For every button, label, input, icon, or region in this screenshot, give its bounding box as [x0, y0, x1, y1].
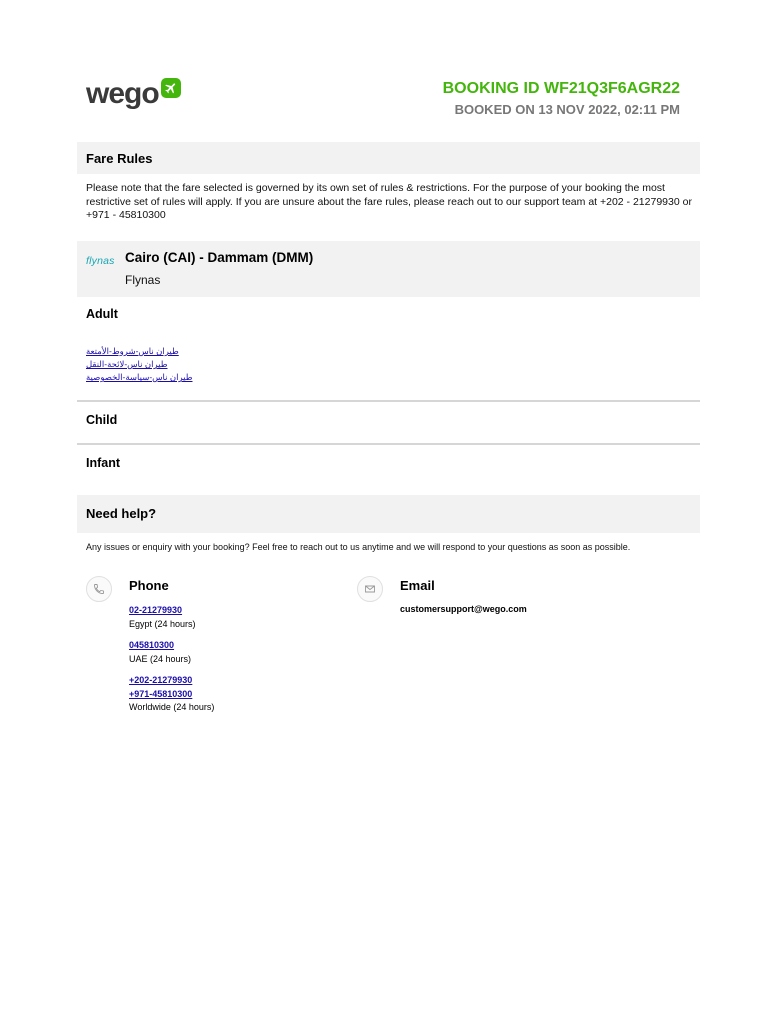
fare-rules-header — [77, 142, 700, 174]
airplane-icon — [161, 78, 181, 98]
phone-link[interactable]: 02-21279930 — [129, 605, 183, 615]
phone-link[interactable]: +202-21279930 — [129, 675, 193, 685]
baggage-rules-link[interactable]: طيران ناس-شروط-الأمتعة — [86, 346, 179, 356]
child-label: Child — [86, 413, 118, 427]
phone-group-egypt — [129, 604, 214, 631]
booking-id: BOOKING ID WF21Q3F6AGR22 — [442, 80, 680, 97]
phone-group-worldwide — [129, 674, 214, 715]
booked-on-date: BOOKED ON 13 NOV 2022, 02:11 PM — [454, 102, 680, 117]
fare-rules-notice: Please note that the fare selected is governed by its own set of rules & restrictions. For the purpose of your booking the most restrictive set of rules will apply. If you are unsure about the fare rules, please reach out to our support team at +202 - 21279930 or +971 - 45810300 — [86, 182, 692, 221]
phone-group-uae — [129, 639, 214, 666]
phone-link[interactable]: 045810300 — [129, 640, 175, 650]
phone-icon — [86, 576, 112, 602]
adult-label: Adult — [86, 307, 118, 321]
phone-caption: Worldwide (24 hours) — [129, 702, 215, 712]
phone-caption: Egypt (24 hours) — [129, 618, 196, 629]
help-header — [77, 495, 700, 533]
route-title: Cairo (CAI) - Dammam (DMM) — [125, 250, 314, 265]
phone-title: Phone — [129, 578, 169, 593]
phone-caption: UAE (24 hours) — [129, 653, 192, 664]
fare-rules-title: Fare Rules — [86, 151, 153, 166]
route-header — [77, 241, 700, 297]
email-icon — [357, 576, 383, 602]
phone-link[interactable]: +971-45810300 — [129, 688, 193, 699]
privacy-policy-link[interactable]: طيران ناس-سياسة-الخصوصية — [86, 372, 193, 382]
phone-list — [129, 604, 214, 723]
section-divider — [77, 443, 700, 445]
carriage-rules-link[interactable]: طيران ناس-لائحة-النقل — [86, 359, 168, 369]
email-title: Email — [400, 578, 435, 593]
section-divider — [77, 400, 700, 402]
route-airline: Flynas — [125, 273, 161, 287]
email-address[interactable]: customersupport@wego.com — [400, 604, 527, 614]
booking-info — [443, 80, 680, 117]
wego-logo — [86, 78, 181, 110]
help-note: Any issues or enquiry with your booking? Feel free to reach out to us anytime and we will respond to your questions as soon as possible. — [86, 542, 631, 552]
flynas-logo: flynas — [86, 255, 115, 267]
logo-text: wego — [86, 77, 159, 110]
infant-label: Infant — [86, 456, 121, 470]
help-title: Need help? — [86, 506, 157, 521]
adult-rule-links — [86, 345, 192, 384]
